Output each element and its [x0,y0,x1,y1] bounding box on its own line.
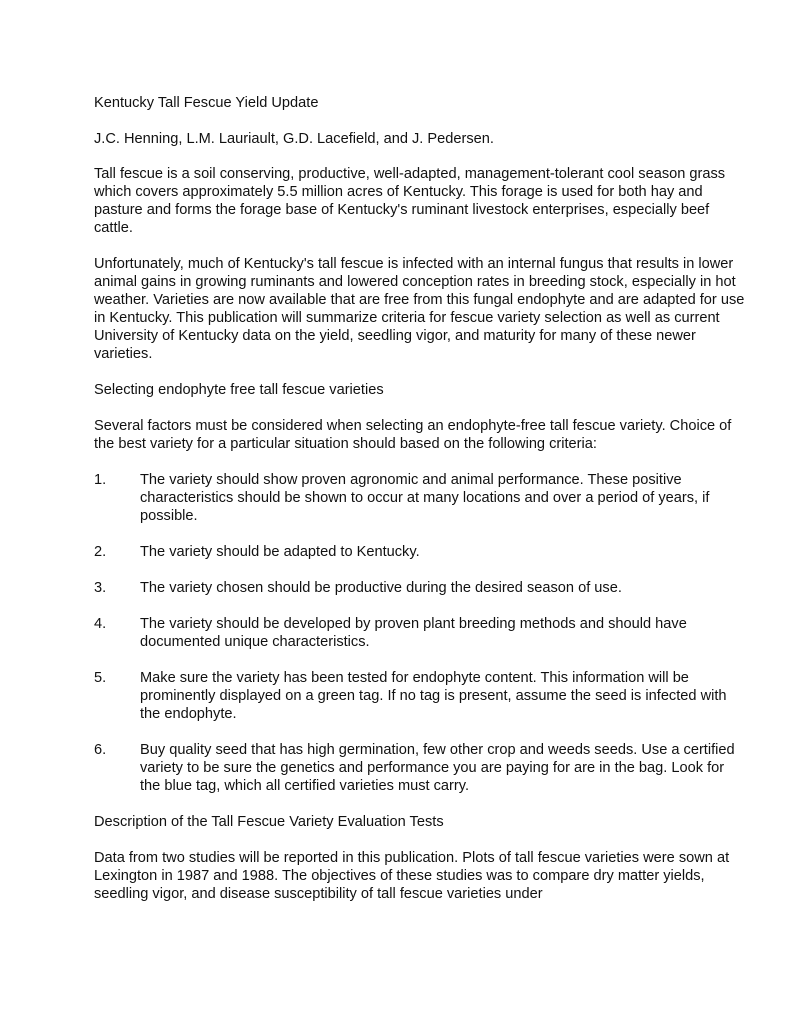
list-item-text: The variety chosen should be productive during the desired season of use. [140,580,622,596]
list-item-number: 5. [94,670,107,686]
intro-paragraph-2: Unfortunately, much of Kentucky's tall fescue is infected with an internal fungus that results in lower animal gains in growing ruminants and lowered conception rates in breeding stock, especially in hot weather. Varieties are now available that are free from this fungal endophyte and are adapted for use in Kentucky. This publication will summarize criteria for fescue variety selection as well as current University of Kentucky data on the yield, seedling vigor, and maturity for many of these newer varieties. [94,256,745,362]
list-item-number: 2. [94,544,107,560]
list-item-number: 1. [94,472,107,488]
list-item-number: 4. [94,616,107,632]
document-body [94,94,746,921]
list-item-text: Make sure the variety has been tested for endophyte content. This information will be prominently displayed on a green tag. If no tag is present, assume the seed is infected with the endophyte. [140,670,727,722]
document-authors: J.C. Henning, L.M. Lauriault, G.D. Lacefield, and J. Pedersen. [94,131,494,147]
list-item [94,471,746,525]
document-title: Kentucky Tall Fescue Yield Update [94,95,319,111]
list-item [94,741,746,795]
criteria-list [94,471,746,795]
list-item-text: The variety should show proven agronomic and animal performance. These positive characteristics should be shown to occur at many locations and over a period of years, if possible. [140,472,710,524]
list-item [94,579,746,597]
list-item [94,615,746,651]
list-item-text: The variety should be adapted to Kentucky. [140,544,420,560]
list-item-number: 3. [94,580,107,596]
selection-intro-paragraph: Several factors must be considered when selecting an endophyte-free tall fescue variety. Choice of the best variety for a particular situation should based on the following criteria: [94,418,732,452]
list-item-number: 6. [94,742,107,758]
section-heading-evaluation-tests: Description of the Tall Fescue Variety Evaluation Tests [94,814,444,830]
list-item-text: The variety should be developed by proven plant breeding methods and should have documented unique characteristics. [140,616,687,650]
list-item-text: Buy quality seed that has high germination, few other crop and weeds seeds. Use a certified variety to be sure the genetics and performance you are paying for are in the bag. Look for the blue tag, which all certified varieties must carry. [140,742,735,794]
intro-paragraph-1: Tall fescue is a soil conserving, productive, well-adapted, management-tolerant cool season grass which covers approximately 5.5 million acres of Kentucky. This forage is used for both hay and pasture and forms the forage base of Kentucky's ruminant livestock enterprises, especially beef cattle. [94,166,726,236]
evaluation-tests-paragraph: Data from two studies will be reported in this publication. Plots of tall fescue varieties were sown at Lexington in 1987 and 1988. The objectives of these studies was to compare dry matter yields, seedling vigor, and disease susceptibility of tall fescue varieties under [94,850,730,902]
list-item [94,543,746,561]
section-heading-selection: Selecting endophyte free tall fescue varieties [94,382,384,398]
list-item [94,669,746,723]
